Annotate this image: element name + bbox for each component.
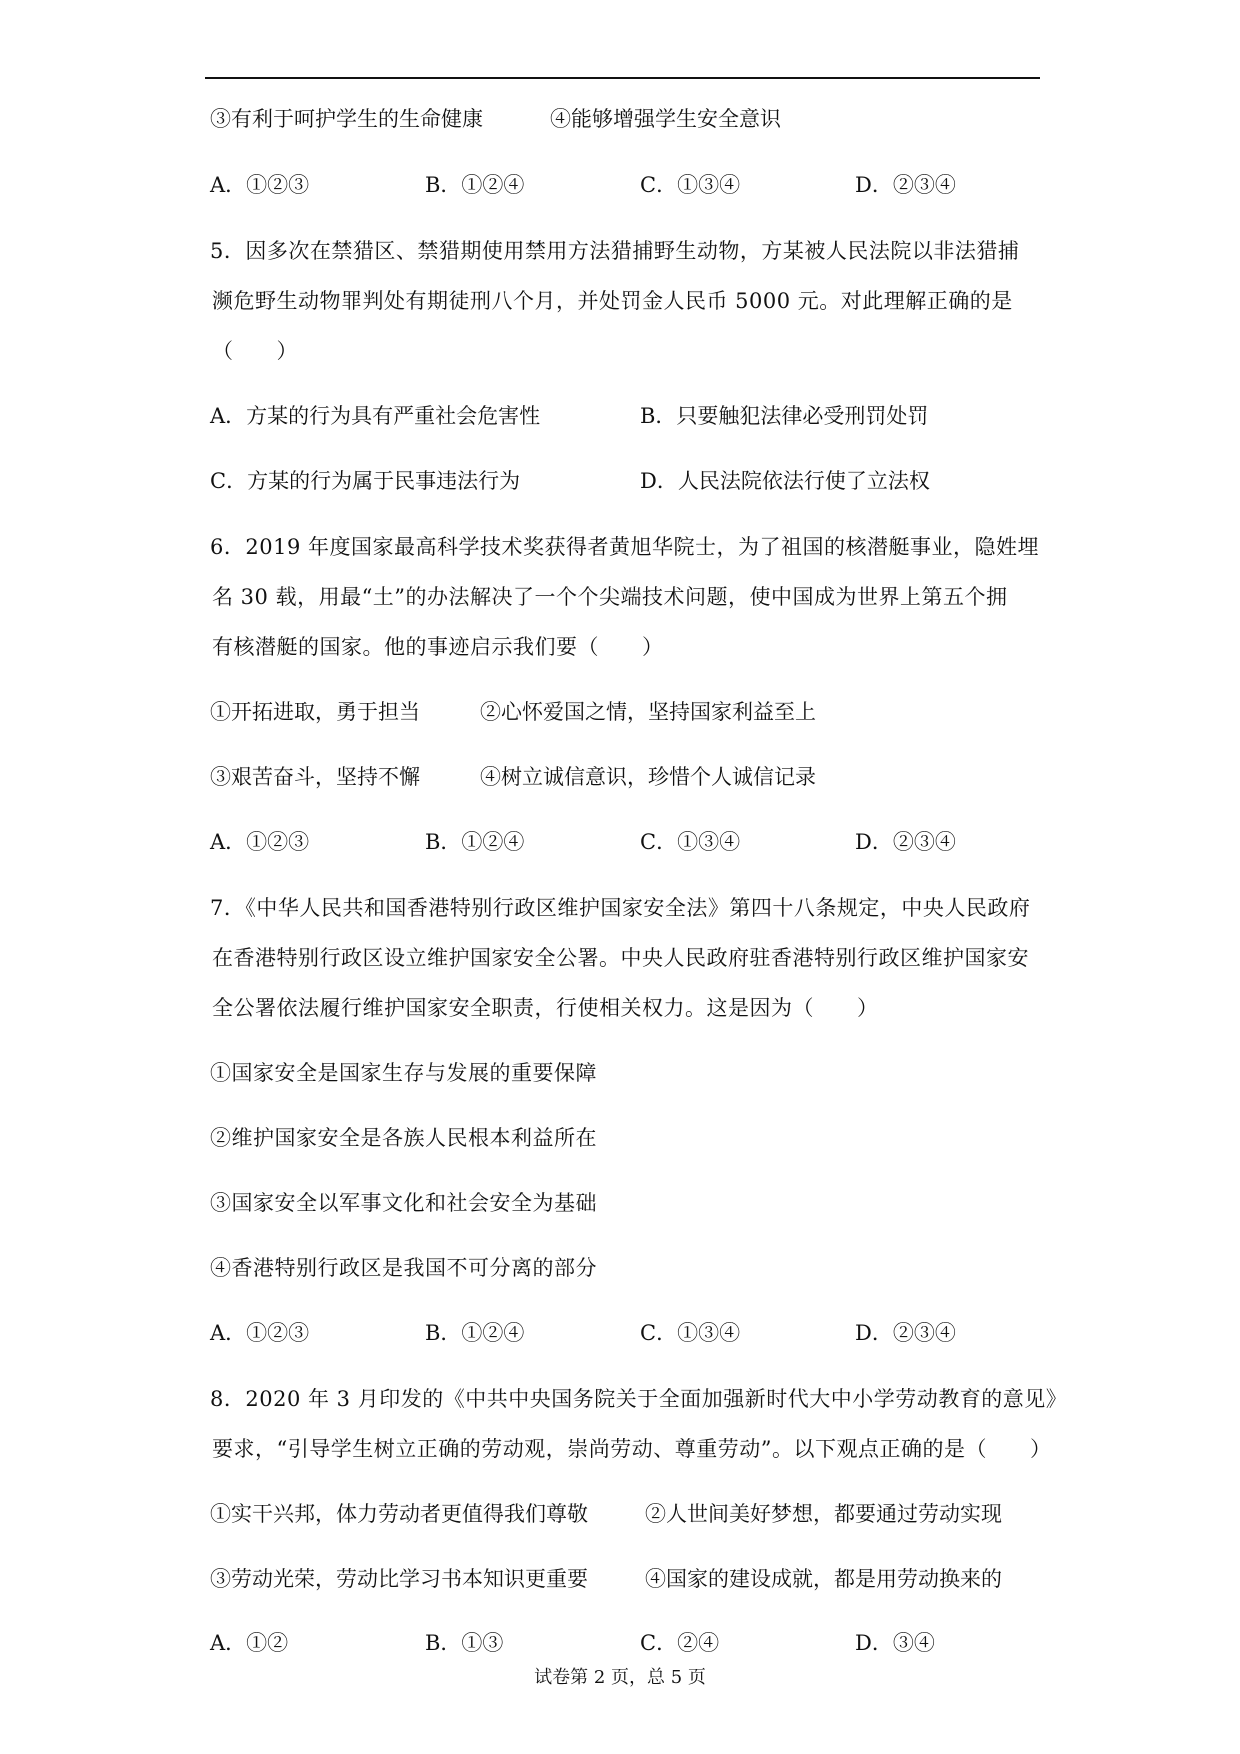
q6-statement-3: ③艰苦奋斗，坚持不懈: [210, 765, 420, 789]
q6-option-b[interactable]: B．①②④: [425, 830, 525, 854]
page-footer: 试卷第 2 页，总 5 页: [534, 1667, 706, 1688]
q4-option-b[interactable]: B．①②④: [425, 173, 525, 197]
q7-stem-line-2: 在香港特别行政区设立维护国家安全公署。中央人民政府驻香港特别行政区维护国家安: [212, 946, 1029, 970]
q7-option-b[interactable]: B．①②④: [425, 1321, 525, 1345]
q6-stem-line-3: 有核潜艇的国家。他的事迹启示我们要（ ）: [212, 635, 664, 659]
q7-statement-1: ①国家安全是国家生存与发展的重要保障: [210, 1061, 597, 1085]
q7-stem-line-1: 7．《中华人民共和国香港特别行政区维护国家安全法》第四十八条规定，中央人民政府: [210, 896, 1031, 920]
q5-option-a[interactable]: A．方某的行为具有严重社会危害性: [210, 404, 541, 428]
q6-statement-4: ④树立诚信意识，珍惜个人诚信记录: [480, 765, 816, 789]
q4-option-d[interactable]: D．②③④: [855, 173, 956, 197]
q7-stem-line-3: 全公署依法履行维护国家安全职责，行使相关权力。这是因为（ ）: [212, 996, 879, 1020]
q7-option-a[interactable]: A．①②③: [210, 1321, 310, 1345]
q8-stem-line-1: 8．2020 年 3 月印发的《中共中央国务院关于全面加强新时代大中小学劳动教育的意见》: [210, 1387, 1068, 1411]
q7-statement-4: ④香港特别行政区是我国不可分离的部分: [210, 1256, 597, 1280]
q8-option-b[interactable]: B．①③: [425, 1631, 504, 1655]
q4-statement-3: ③有利于呵护学生的生命健康: [210, 107, 483, 131]
q8-option-d[interactable]: D．③④: [855, 1631, 935, 1655]
q6-stem-line-1: 6．2019 年度国家最高科学技术奖获得者黄旭华院士，为了祖国的核潜艇事业，隐姓埋: [210, 535, 1039, 559]
q5-stem-line-2: 濒危野生动物罪判处有期徒刑八个月，并处罚金人民币 5000 元。对此理解正确的是: [212, 289, 1013, 313]
q6-statement-2: ②心怀爱国之情，坚持国家利益至上: [480, 700, 816, 724]
q4-statement-4: ④能够增强学生安全意识: [550, 107, 781, 131]
q5-option-b[interactable]: B．只要触犯法律必受刑罚处罚: [640, 404, 929, 428]
q7-statement-2: ②维护国家安全是各族人民根本利益所在: [210, 1126, 597, 1150]
q7-statement-3: ③国家安全以军事文化和社会安全为基础: [210, 1191, 597, 1215]
q5-stem-line-3: （ ）: [212, 339, 298, 363]
q8-stem-line-2: 要求，“引导学生树立正确的劳动观，崇尚劳动、尊重劳动”。以下观点正确的是（ ）: [212, 1437, 1052, 1461]
q5-stem-line-1: 5．因多次在禁猎区、禁猎期使用禁用方法猎捕野生动物，方某被人民法院以非法猎捕: [210, 239, 1020, 263]
q7-option-d[interactable]: D．②③④: [855, 1321, 956, 1345]
q4-option-a[interactable]: A．①②③: [210, 173, 310, 197]
q8-option-a[interactable]: A．①②: [210, 1631, 289, 1655]
q6-option-d[interactable]: D．②③④: [855, 830, 956, 854]
q6-statement-1: ①开拓进取，勇于担当: [210, 700, 420, 724]
q6-stem-line-2: 名 30 载，用最“土”的办法解决了一个个尖端技术问题，使中国成为世界上第五个拥: [212, 585, 1008, 609]
q6-option-c[interactable]: C．①③④: [640, 830, 741, 854]
q8-statement-1: ①实干兴邦，体力劳动者更值得我们尊敬: [210, 1502, 588, 1526]
q8-statement-4: ④国家的建设成就，都是用劳动换来的: [645, 1567, 1002, 1591]
q5-option-c[interactable]: C．方某的行为属于民事违法行为: [210, 469, 521, 493]
q8-statement-3: ③劳动光荣，劳动比学习书本知识更重要: [210, 1567, 588, 1591]
q4-option-c[interactable]: C．①③④: [640, 173, 741, 197]
q5-option-d[interactable]: D．人民法院依法行使了立法权: [640, 469, 930, 493]
q8-option-c[interactable]: C．②④: [640, 1631, 720, 1655]
q6-option-a[interactable]: A．①②③: [210, 830, 310, 854]
q7-option-c[interactable]: C．①③④: [640, 1321, 741, 1345]
q8-statement-2: ②人世间美好梦想，都要通过劳动实现: [645, 1502, 1002, 1526]
header-rule: [205, 77, 1040, 79]
